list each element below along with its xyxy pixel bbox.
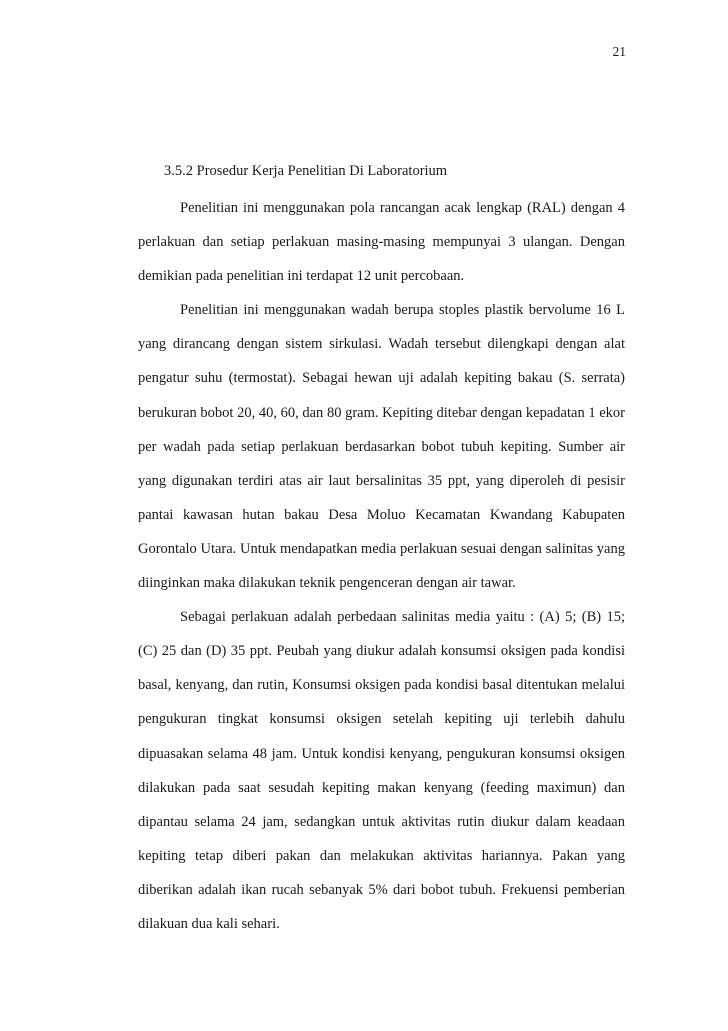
section-heading: 3.5.2 Prosedur Kerja Penelitian Di Laboratorium <box>164 163 448 179</box>
section-body <box>138 191 625 941</box>
paragraph-materials: Penelitian ini menggunakan wadah berupa stoples plastik bervolume 16 L yang dirancang dengan sistem sirkulasi. Wadah tersebut dilengkapi dengan alat pengatur suhu (termostat). Sebagai hewan uji adalah kepiting bakau (S. serrata) berukuran bobot 20, 40, 60, dan 80 gram. Kepiting ditebar dengan kepadatan 1 ekor per wadah pada setiap perlakuan berdasarkan bobot tubuh kepiting. Sumber air yang digunakan terdiri atas air laut bersalinitas 35 ppt, yang diperoleh di pesisir pantai kawasan hutan bakau Desa Moluo Kecamatan Kwandang Kabupaten Gorontalo Utara. Untuk mendapatkan media perlakuan sesuai dengan salinitas yang diinginkan maka dilakukan teknik pengenceran dengan air tawar. <box>138 302 625 592</box>
paragraph-design: Penelitian ini menggunakan pola rancangan acak lengkap (RAL) dengan 4 perlakuan dan setiap perlakuan masing-masing mempunyai 3 ulangan. Dengan demikian pada penelitian ini terdapat 12 unit percobaan. <box>138 200 625 285</box>
paragraph-treatment: Sebagai perlakuan adalah perbedaan salinitas media yaitu : (A) 5; (B) 15; (C) 25 dan (D) 35 ppt. Peubah yang diukur adalah konsumsi oksigen pada kondisi basal, kenyang, dan rutin, Konsumsi oksigen pada kondisi basal ditentukan melalui pengukuran tingkat konsumsi oksigen setelah kepiting uji terlebih dahulu dipuasakan selama 48 jam. Untuk kondisi kenyang, pengukuran konsumsi oksigen dilakukan pada saat sesudah kepiting makan kenyang (feeding maximun) dan dipantau selama 24 jam, sedangkan untuk aktivitas rutin diukur dalam keadaan kepiting tetap diberi pakan dan melakukan aktivitas hariannya. Pakan yang diberikan adalah ikan rucah sebanyak 5% dari bobot tubuh. Frekuensi pemberian dilakuan dua kali sehari. <box>138 609 625 932</box>
page-number: 21 <box>612 44 626 59</box>
